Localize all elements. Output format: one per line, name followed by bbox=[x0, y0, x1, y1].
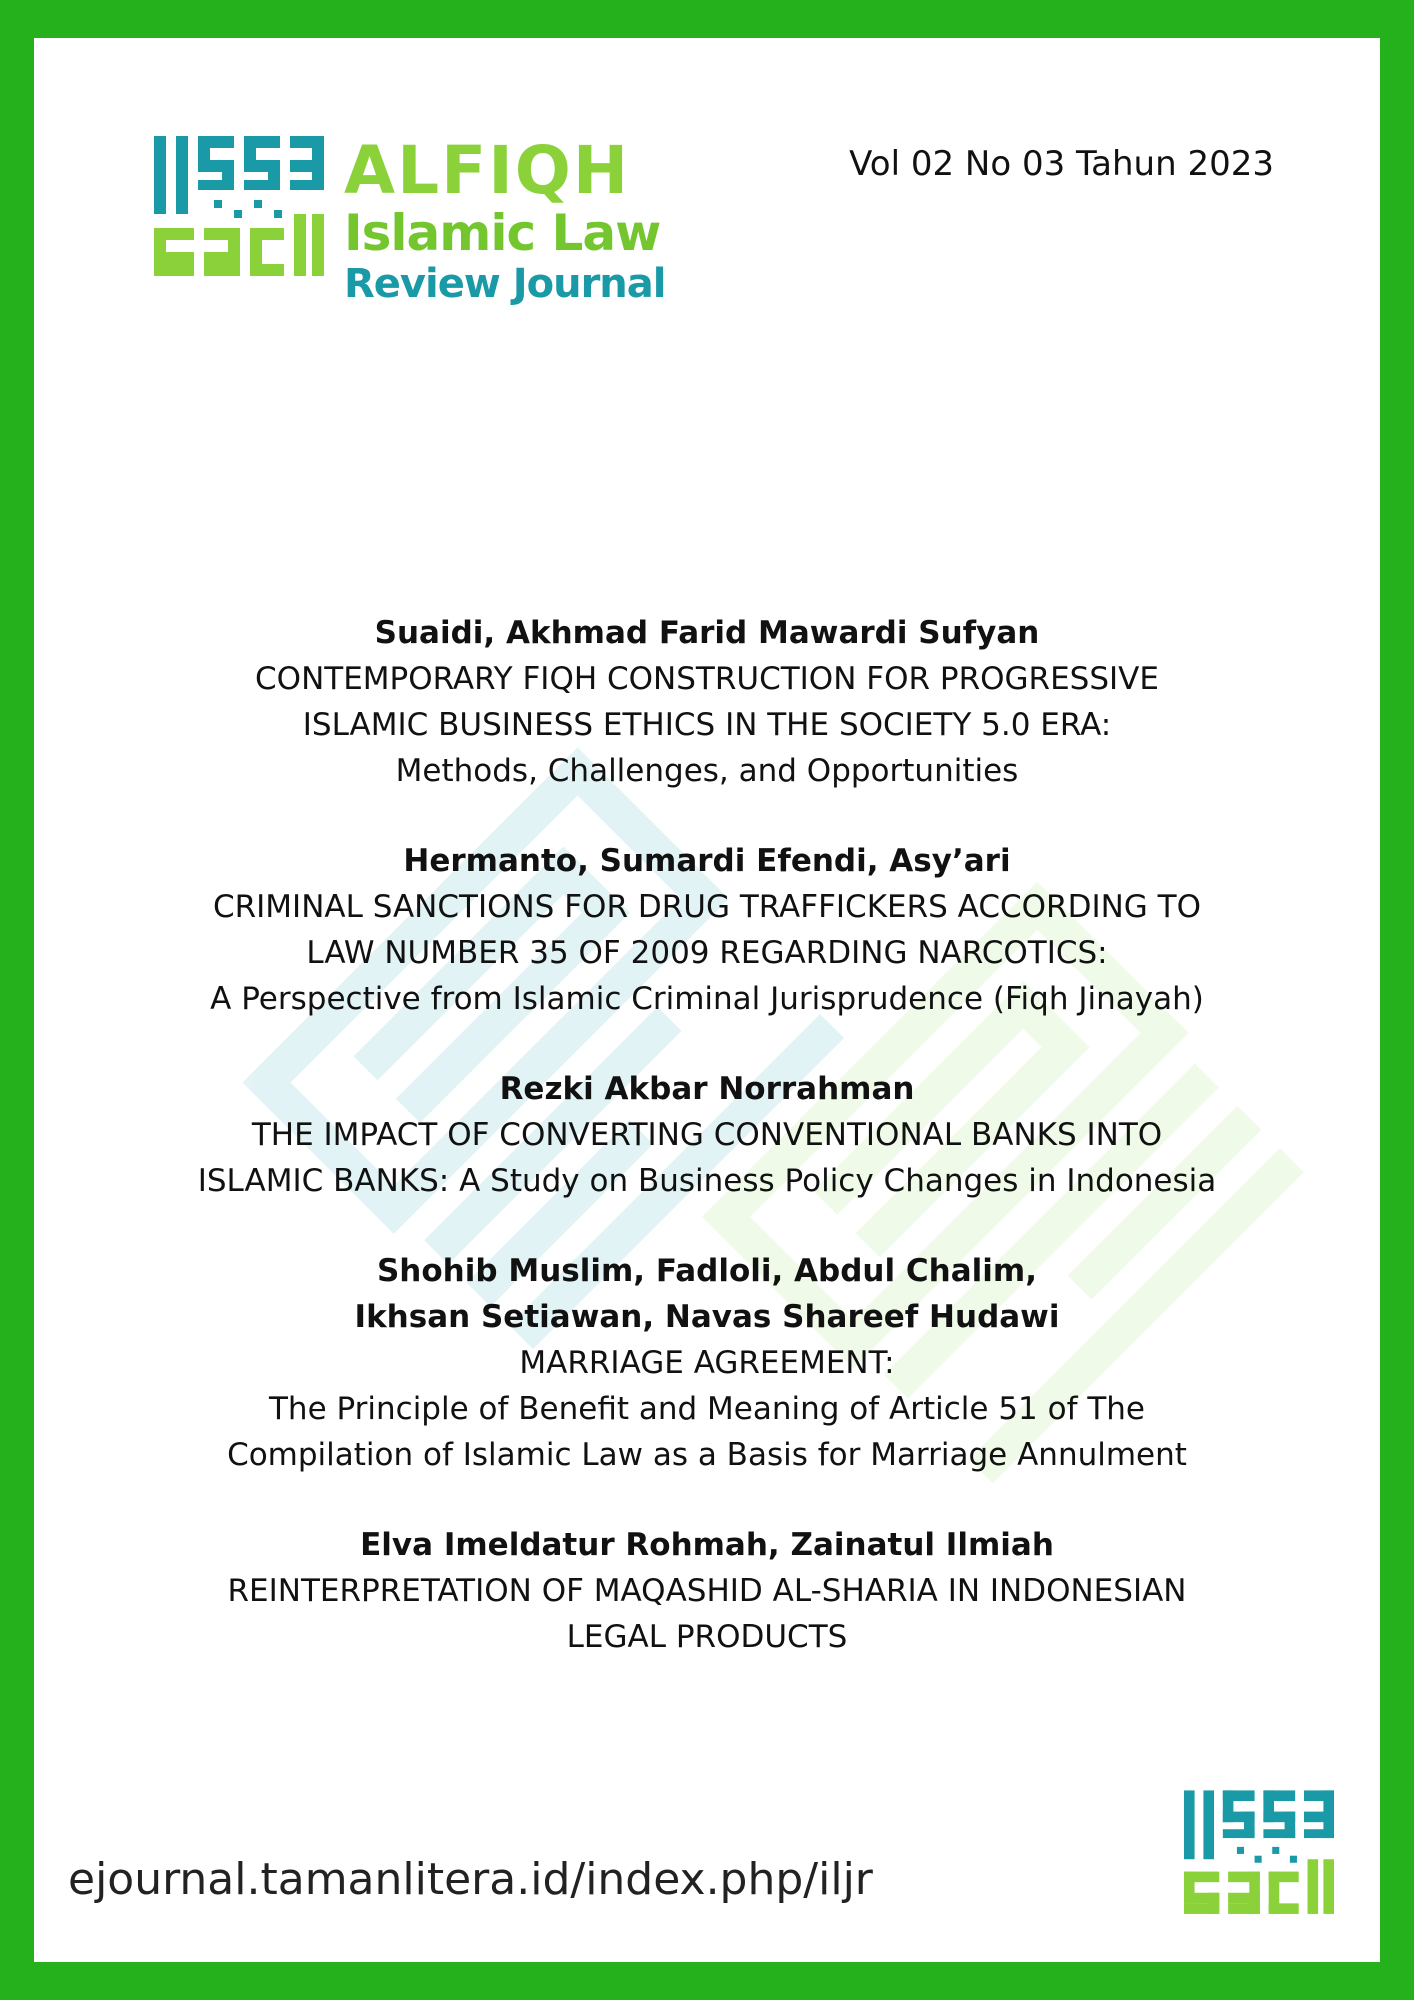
article-title: CRIMINAL SANCTIONS FOR DRUG TRAFFICKERS ACCORDING TO LAW NUMBER 35 OF 2009 REGARDING NARCOTICS: A Perspective from Islamic Criminal Jurisprudence (Fiqh Jinayah) bbox=[210, 889, 1204, 1017]
article-entry bbox=[34, 1248, 1380, 1478]
article-authors: Elva Imeldatur Rohmah, Zainatul Ilmiah bbox=[360, 1527, 1054, 1563]
article-authors: Suaidi, Akhmad Farid Mawardi Sufyan bbox=[374, 615, 1040, 651]
article-title: THE IMPACT OF CONVERTING CONVENTIONAL BANKS INTO ISLAMIC BANKS: A Study on Business Policy Changes in Indonesia bbox=[197, 1117, 1217, 1199]
article-entry bbox=[34, 838, 1380, 1022]
journal-wordmark bbox=[344, 132, 714, 307]
kufic-emblem-icon bbox=[154, 136, 324, 296]
article-authors: Shohib Muslim, Fadloli, Abdul Chalim, Ikhsan Setiawan, Navas Shareef Hudawi bbox=[354, 1253, 1060, 1335]
article-authors: Hermanto, Sumardi Efendi, Asy’ari bbox=[403, 843, 1011, 879]
journal-cover bbox=[34, 38, 1380, 1962]
article-title: CONTEMPORARY FIQH CONSTRUCTION FOR PROGRESSIVE ISLAMIC BUSINESS ETHICS IN THE SOCIETY 5.0 ERA: Methods, Challenges, and Opportunities bbox=[255, 661, 1159, 789]
kufic-emblem-small-icon bbox=[1184, 1790, 1334, 1932]
table-of-contents bbox=[34, 610, 1380, 1704]
article-entry bbox=[34, 1522, 1380, 1660]
article-title: MARRIAGE AGREEMENT: The Principle of Benefit and Meaning of Article 51 of The Compilation of Islamic Law as a Basis for Marriage Annulment bbox=[227, 1345, 1187, 1473]
journal-name-line2: Islamic Law bbox=[344, 204, 661, 262]
article-entry bbox=[34, 610, 1380, 794]
journal-logo bbox=[154, 132, 714, 346]
article-authors: Rezki Akbar Norrahman bbox=[499, 1071, 915, 1107]
article-title: REINTERPRETATION OF MAQASHID AL-SHARIA IN INDONESIAN LEGAL PRODUCTS bbox=[227, 1573, 1187, 1655]
article-entry bbox=[34, 1066, 1380, 1204]
journal-name-line3: Review Journal bbox=[344, 261, 666, 307]
journal-url[interactable]: ejournal.tamanlitera.id/index.php/iljr bbox=[68, 1854, 873, 1905]
journal-name-line1: ALFIQH bbox=[344, 132, 631, 209]
issue-info: Vol 02 No 03 Tahun 2023 bbox=[849, 144, 1274, 184]
